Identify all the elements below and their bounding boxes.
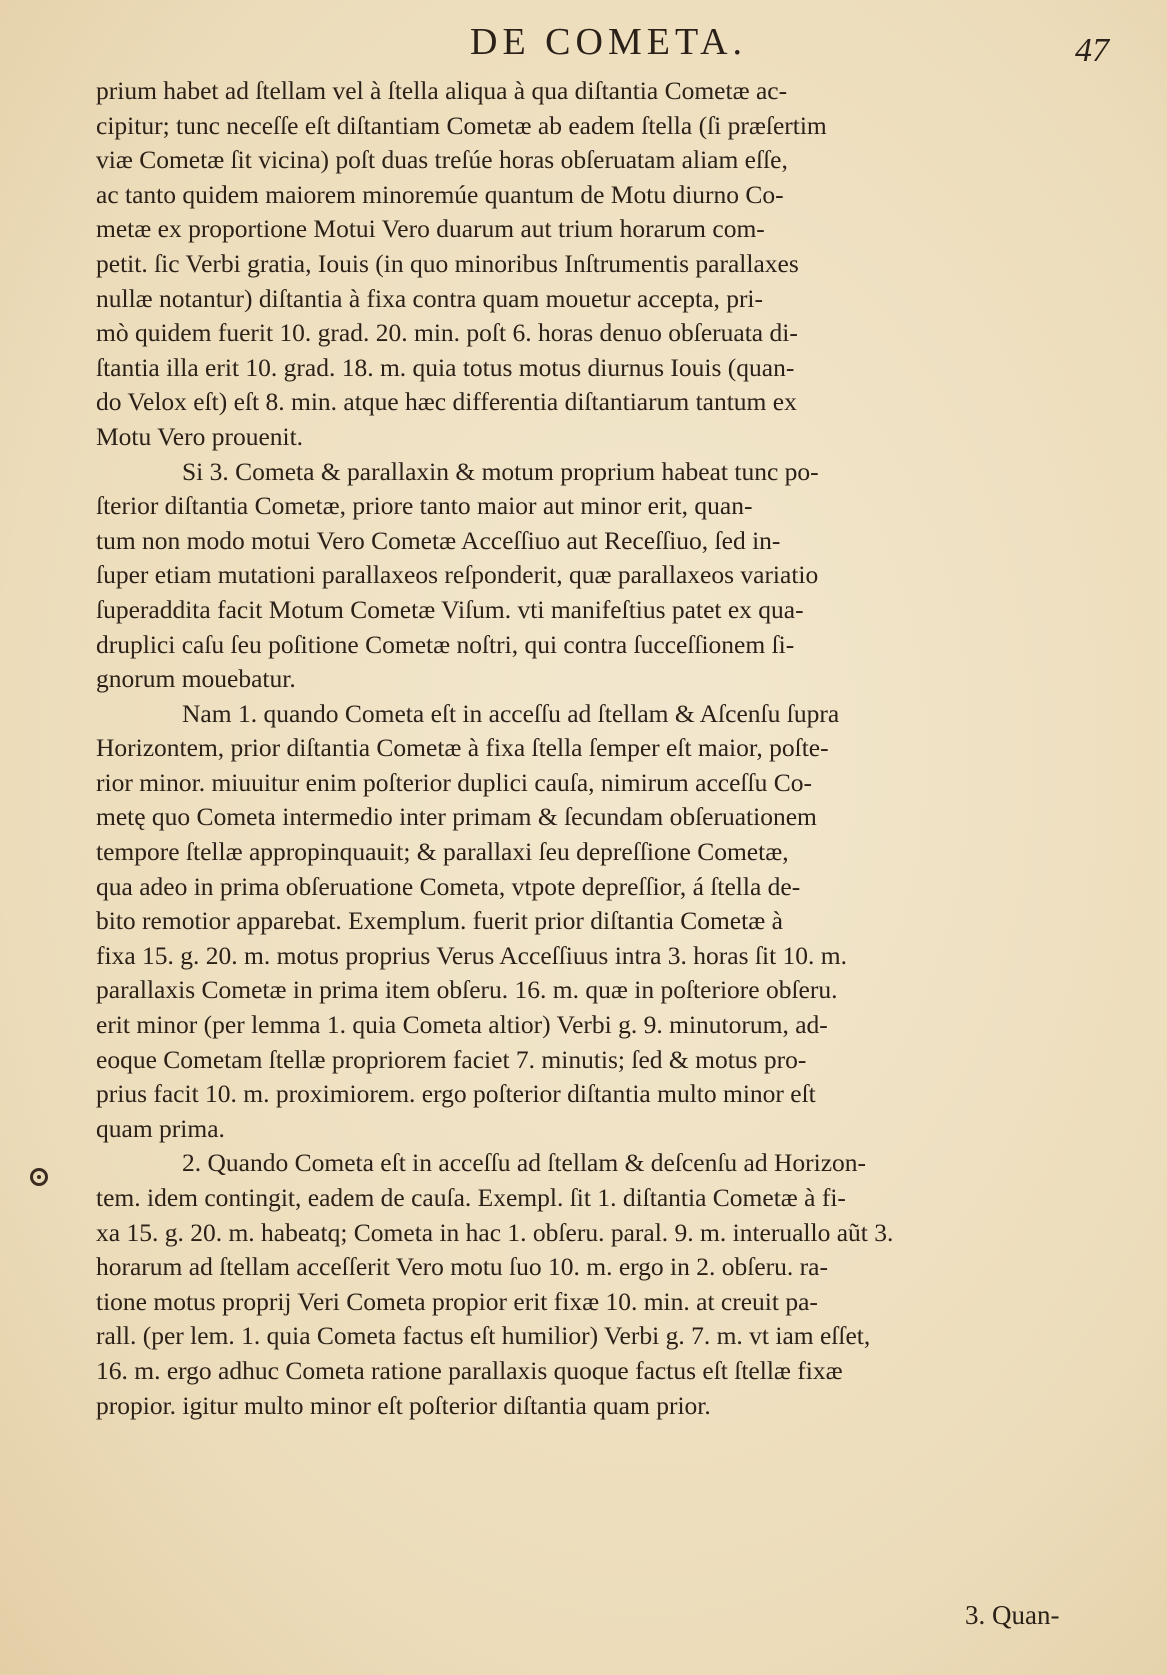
catchword: 3. Quan- <box>965 1600 1060 1630</box>
text-line: ſterior diſtantia Cometæ, priore tanto maior aut minor erit, quan- <box>96 491 753 521</box>
paragraph-2 <box>96 455 1114 697</box>
text-line: viæ Cometæ ſit vicina) poſt duas treſúe horas obſeruatam aliam eſſe, <box>96 145 788 175</box>
text-line: rall. (per lem. 1. quia Cometa factus eſt humilior) Verbi g. 7. m. vt iam eſſet, <box>96 1321 871 1351</box>
text-line: fixa 15. g. 20. m. motus proprius Verus Acceſſiuus intra 3. horas ſit 10. m. <box>96 940 847 970</box>
text-line: bito remotior apparebat. Exemplum. fuerit prior diſtantia Cometæ à <box>96 906 783 936</box>
text-line: erit minor (per lemma 1. quia Cometa altior) Verbi g. 9. minutorum, ad- <box>96 1010 828 1040</box>
text-line: rior minor. miuuitur enim poſterior duplici cauſa, nimirum acceſſu Co- <box>96 767 812 797</box>
text-line: tione motus proprij Veri Cometa propior erit fixæ 10. min. at creuit pa- <box>96 1286 818 1316</box>
paragraph-3 <box>96 697 1114 1147</box>
text-line: tum non modo motui Vero Cometæ Acceſſiuo aut Receſſiuo, ſed in- <box>96 525 781 555</box>
text-line: prium habet ad ſtellam vel à ſtella aliqua à qua diſtantia Cometæ ac- <box>96 76 788 105</box>
text-line: metæ ex proportione Motui Vero duarum aut trium horarum com- <box>96 214 765 244</box>
text-line: 2. Quando Cometa eſt in acceſſu ad ſtellam & deſcenſu ad Horizon- <box>182 1148 867 1178</box>
text-line: tempore ſtellæ appropinquauit; & parallaxi ſeu depreſſione Cometæ, <box>96 837 789 867</box>
text-line: mò quidem fuerit 10. grad. 20. min. poſt 6. horas denuo obſeruata di- <box>96 318 798 348</box>
text-line: Nam 1. quando Cometa eſt in acceſſu ad ſtellam & Aſcenſu ſupra <box>182 698 840 728</box>
text-line: horarum ad ſtellam acceſſerit Vero motu ſuo 10. m. ergo in 2. obſeru. ra- <box>96 1252 828 1282</box>
text-line: ſuperaddita facit Motum Cometæ Viſum. vti manifeſtius patet ex qua- <box>96 594 804 624</box>
text-line: cipitur; tunc neceſſe eſt diſtantiam Cometæ ab eadem ſtella (ſi præſertim <box>96 110 827 140</box>
text-line: nullæ notantur) diſtantia à fixa contra quam mouetur accepta, pri- <box>96 283 764 313</box>
text-line: do Velox eſt) eſt 8. min. atque hæc differentia diſtantiarum tantum ex <box>96 387 797 417</box>
text-line: ſuper etiam mutationi parallaxeos reſponderit, quæ parallaxeos variatio <box>96 560 819 590</box>
text-line: petit. ſic Verbi gratia, Iouis (in quo minoribus Inſtrumentis parallaxes <box>96 248 799 278</box>
paragraph-4 <box>96 1146 1114 1423</box>
text-line: metę quo Cometa intermedio inter primam & ſecundam obſeruationem <box>96 802 817 832</box>
text-line: ſtantia illa erit 10. grad. 18. m. quia totus motus diurnus Iouis (quan- <box>96 352 795 382</box>
text-line: eoque Cometam ſtellæ propriorem faciet 7. minutis; ſed & motus pro- <box>96 1044 807 1074</box>
page-header <box>0 18 1167 68</box>
text-line: qua adeo in prima obſeruatione Cometa, vtpote depreſſior, á ſtella de- <box>96 871 801 901</box>
text-line: xa 15. g. 20. m. habeatq; Cometa in hac 1. obſeru. paral. 9. m. interuallo aũt 3. <box>96 1217 894 1247</box>
text-line: ac tanto quidem maiorem minoremúe quantum de Motu diurno Co- <box>96 179 784 209</box>
text-line: prius facit 10. m. proximiorem. ergo poſterior diſtantia multo minor eſt <box>96 1079 816 1109</box>
text-line: Motu Vero prouenit. <box>96 421 304 451</box>
text-block <box>96 74 1114 1423</box>
running-head: DE COMETA. <box>470 21 748 63</box>
text-line: Si 3. Cometa & parallaxin & motum proprium habeat tunc po- <box>182 456 819 486</box>
text-line: Horizontem, prior diſtantia Cometæ à fixa ſtella ſemper eſt maior, poſte- <box>96 733 829 763</box>
paragraph-1 <box>96 74 1114 455</box>
text-line: tem. idem contingit, eadem de cauſa. Exempl. ſit 1. diſtantia Cometæ à fi- <box>96 1183 846 1212</box>
text-line: gnorum mouebatur. <box>96 664 296 694</box>
text-line: parallaxis Cometæ in prima item obſeru. 16. m. quæ in poſteriore obſeru. <box>96 975 838 1005</box>
text-line: 16. m. ergo adhuc Cometa ratione parallaxis quoque factus eſt ſtellæ fixæ <box>96 1355 843 1385</box>
page-number: 47 <box>1075 32 1109 69</box>
text-line: propior. igitur multo minor eſt poſterior diſtantia quam prior. <box>96 1390 711 1420</box>
marginal-circle-mark-icon <box>30 1168 48 1186</box>
text-line: druplici caſu ſeu poſitione Cometæ noſtri, qui contra ſucceſſionem ſi- <box>96 629 795 659</box>
text-line: quam prima. <box>96 1113 225 1143</box>
